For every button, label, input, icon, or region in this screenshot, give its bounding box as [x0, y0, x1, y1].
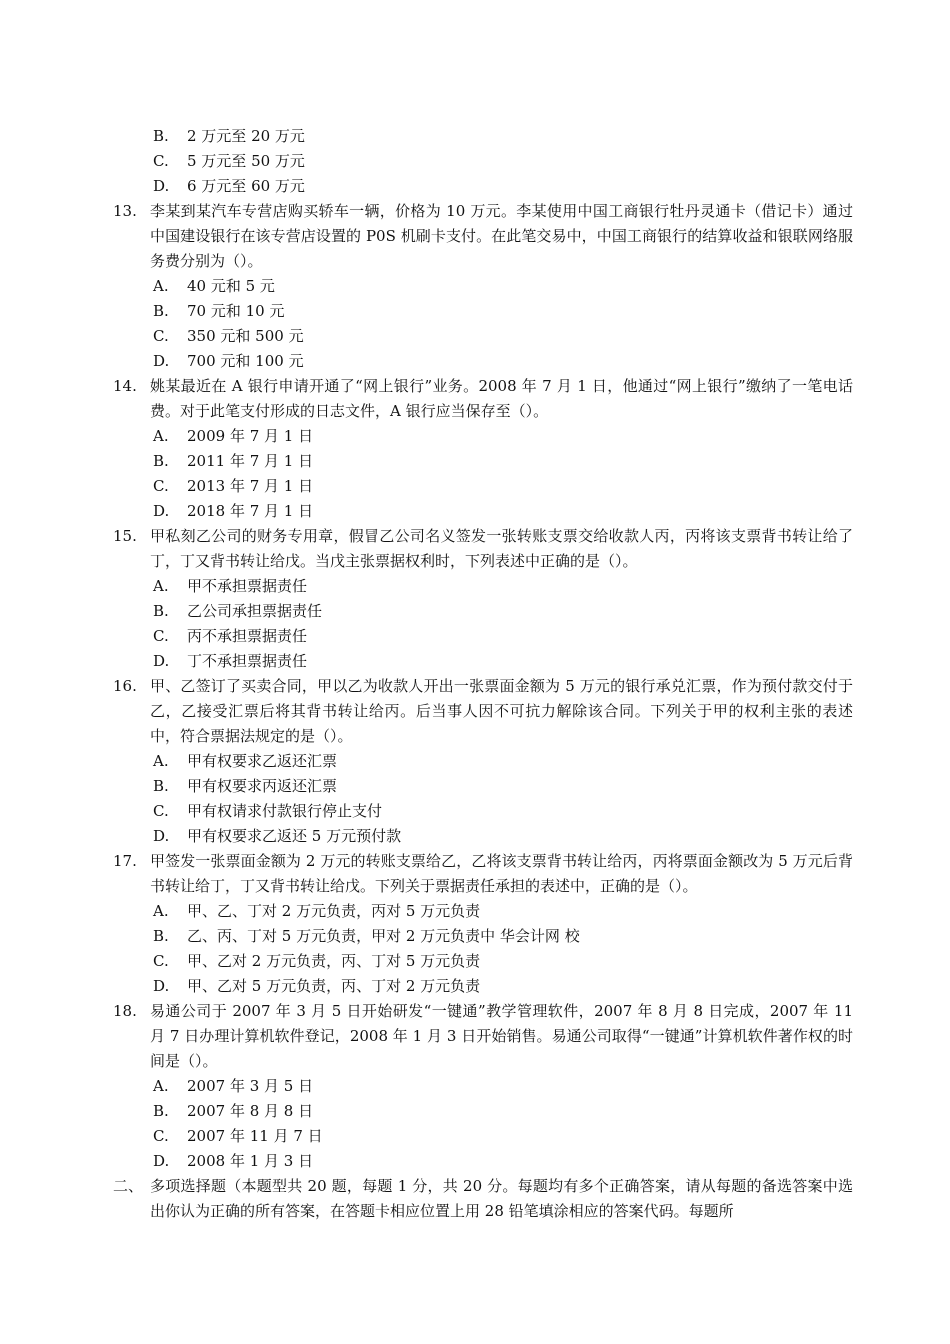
option-row [113, 174, 853, 199]
option-row [150, 1124, 853, 1149]
option-letter: B. [153, 927, 169, 945]
option-row [150, 774, 853, 799]
option-letter: C. [153, 952, 169, 970]
option-text: 乙公司承担票据责任 [187, 602, 323, 620]
option-row [113, 124, 853, 149]
option-letter: D. [153, 177, 170, 195]
question-number: 15. [113, 527, 137, 545]
option-row [150, 274, 853, 299]
page-content [113, 124, 853, 1224]
option-text: 6 万元至 60 万元 [187, 177, 305, 195]
option-text: 甲有权要求丙返还汇票 [187, 777, 338, 795]
section-number: 二、 [113, 1177, 144, 1195]
option-row [150, 949, 853, 974]
option-letter: C. [153, 802, 169, 820]
option-letter: D. [153, 502, 170, 520]
option-text: 甲有权要求乙返还 5 万元预付款 [187, 827, 402, 845]
question-item [113, 374, 853, 524]
option-text: 2013 年 7 月 1 日 [187, 477, 314, 495]
question-body [150, 849, 853, 999]
option-letter: C. [153, 327, 169, 345]
option-text: 70 元和 10 元 [187, 302, 285, 320]
question-body [150, 524, 853, 674]
question-item [113, 674, 853, 849]
option-text: 40 元和 5 元 [187, 277, 275, 295]
question-item [113, 849, 853, 999]
option-row [150, 1099, 853, 1124]
option-row [150, 474, 853, 499]
option-text: 甲不承担票据责任 [187, 577, 308, 595]
question-text: 甲签发一张票面金额为 2 万元的转账支票给乙，乙将该支票背书转让给丙，丙将票面金额改为 5 万元后背书转让给丁，丁又背书转让给戊。下列关于票据责任承担的表述中，正确的是（）。 [150, 852, 853, 895]
question-text: 甲私刻乙公司的财务专用章，假冒乙公司名义签发一张转账支票交给收款人丙，丙将该支票背书转让给了丁，丁又背书转让给戊。当戊主张票据权利时，下列表述中正确的是（）。 [150, 527, 853, 570]
option-text: 甲、乙对 5 万元负责，丙、丁对 2 万元负责 [187, 977, 481, 995]
option-text: 2007 年 8 月 8 日 [187, 1102, 314, 1120]
question-body [150, 999, 853, 1174]
question-item [113, 524, 853, 674]
option-text: 甲、乙对 2 万元负责，丙、丁对 5 万元负责 [187, 952, 481, 970]
option-letter: A. [153, 902, 169, 920]
option-row [150, 824, 853, 849]
option-letter: A. [153, 752, 169, 770]
option-letter: B. [153, 127, 169, 145]
option-row [150, 1074, 853, 1099]
option-text: 丁不承担票据责任 [187, 652, 308, 670]
question-item [113, 999, 853, 1174]
option-text: 丙不承担票据责任 [187, 627, 308, 645]
option-letter: A. [153, 277, 169, 295]
option-letter: D. [153, 1152, 170, 1170]
option-row [150, 1149, 853, 1174]
option-text: 700 元和 100 元 [187, 352, 304, 370]
option-letter: C. [153, 627, 169, 645]
section-heading [113, 1174, 853, 1224]
option-letter: A. [153, 577, 169, 595]
option-letter: D. [153, 652, 170, 670]
option-text: 350 元和 500 元 [187, 327, 304, 345]
question-number: 18. [113, 1002, 137, 1020]
option-letter: D. [153, 352, 170, 370]
question-number: 17. [113, 852, 137, 870]
option-letter: C. [153, 152, 169, 170]
option-row [150, 299, 853, 324]
question-text: 姚某最近在 A 银行申请开通了“网上银行”业务。2008 年 7 月 1 日，他通过“网上银行”缴纳了一笔电话费。对于此笔支付形成的日志文件，A 银行应当保存至（）。 [150, 377, 853, 420]
question-body [150, 374, 853, 524]
option-row [150, 324, 853, 349]
option-row [150, 349, 853, 374]
option-letter: A. [153, 427, 169, 445]
option-row [150, 424, 853, 449]
option-letter: C. [153, 1127, 169, 1145]
option-row [150, 624, 853, 649]
option-text: 2009 年 7 月 1 日 [187, 427, 314, 445]
option-letter: C. [153, 477, 169, 495]
question-text: 甲、乙签订了买卖合同，甲以乙为收款人开出一张票面金额为 5 万元的银行承兑汇票，作为预付款交付于乙，乙接受汇票后将其背书转让给丙。后当事人因不可抗力解除该合同。下列关于甲的权利主张的表述中，符合票据法规定的是（）。 [150, 677, 853, 745]
question-body [150, 674, 853, 849]
option-text: 2011 年 7 月 1 日 [187, 452, 314, 470]
option-row [150, 649, 853, 674]
question-number: 14. [113, 377, 137, 395]
option-text: 甲有权要求乙返还汇票 [187, 752, 338, 770]
option-row [150, 799, 853, 824]
option-text: 2007 年 3 月 5 日 [187, 1077, 314, 1095]
option-text: 2007 年 11 月 7 日 [187, 1127, 323, 1145]
option-row [150, 599, 853, 624]
option-row [113, 149, 853, 174]
leading-options [113, 124, 853, 199]
option-row [150, 974, 853, 999]
option-row [150, 924, 853, 949]
option-row [150, 574, 853, 599]
option-text: 5 万元至 50 万元 [187, 152, 305, 170]
question-item [113, 199, 853, 374]
question-body [150, 199, 853, 374]
option-letter: D. [153, 977, 170, 995]
option-text: 2018 年 7 月 1 日 [187, 502, 314, 520]
option-letter: B. [153, 777, 169, 795]
option-letter: D. [153, 827, 170, 845]
section-text: 多项选择题（本题型共 20 题，每题 1 分，共 20 分。每题均有多个正确答案，请从每题的备选答案中选出你认为正确的所有答案，在答题卡相应位置上用 28 铅笔填涂相应的答案代码。每题所 [150, 1177, 853, 1220]
option-letter: B. [153, 602, 169, 620]
option-text: 甲、乙、丁对 2 万元负责，丙对 5 万元负责 [187, 902, 481, 920]
question-text: 李某到某汽车专营店购买轿车一辆，价格为 10 万元。李某使用中国工商银行牡丹灵通卡（借记卡）通过中国建设银行在该专营店设置的 P0S 机刷卡支付。在此笔交易中，中国工商银行的结算收益和银联网络服务费分别为（）。 [150, 202, 853, 270]
question-number: 16. [113, 677, 137, 695]
option-row [150, 499, 853, 524]
option-text: 甲有权请求付款银行停止支付 [187, 802, 383, 820]
option-row [150, 749, 853, 774]
option-row [150, 449, 853, 474]
option-text: 乙、丙、丁对 5 万元负责，甲对 2 万元负责中 华会计网 校 [187, 927, 580, 945]
option-letter: B. [153, 302, 169, 320]
option-letter: B. [153, 1102, 169, 1120]
option-letter: B. [153, 452, 169, 470]
option-row [150, 899, 853, 924]
option-letter: A. [153, 1077, 169, 1095]
option-text: 2 万元至 20 万元 [187, 127, 305, 145]
question-number: 13. [113, 202, 137, 220]
question-text: 易通公司于 2007 年 3 月 5 日开始研发“一键通”教学管理软件，2007 年 8 月 8 日完成，2007 年 11 月 7 日办理计算机软件登记，2008 年 1 月 3 日开始销售。易通公司取得“一键通”计算机软件著作权的时间是（）。 [150, 1002, 853, 1070]
option-text: 2008 年 1 月 3 日 [187, 1152, 314, 1170]
